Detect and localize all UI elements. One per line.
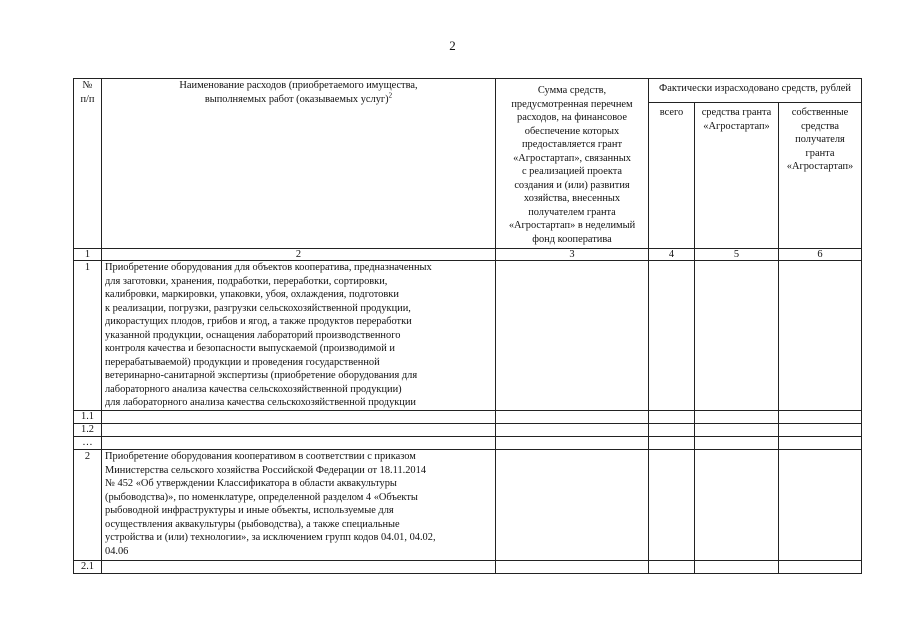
page-number: 2 [449,38,456,53]
row-description [102,424,496,437]
cell-total [649,261,695,411]
header-col-total: всего [649,103,695,249]
cell-grant [695,424,779,437]
footnote-mark: 2 [388,91,393,100]
cell-own [779,450,862,561]
header-col-name-text: Наименование расходов (приобретаемого имущества, выполняемых работ (оказываемых услуг) [179,80,418,105]
row-number: 2.1 [74,561,102,574]
cell-total [649,411,695,424]
row-description [102,561,496,574]
header-col-grant: средства гранта «Агростартап» [695,103,779,249]
row-description [102,437,496,450]
table-row [74,437,862,450]
expenses-table [73,78,862,574]
cell-grant [695,450,779,561]
row-description: Приобретение оборудования кооперативом в соответствии с приказом Министерства сельского хозяйства Российской Федерации от 18.11.2014 № 452 «Об утверждении Классификатора в области аквакультуры (рыбоводства)», по номенклатуре, определенной разделом 4 «Объекты рыбоводной инфраструктуры и иные объекты, используемые для осуществления аквакультуры (рыбоводства), а также специальные устройства и (или) технологии», за исключением групп кодов 04.01, 04.02, 04.06 [102,450,496,561]
row-number: 1.2 [74,424,102,437]
cell-own [779,424,862,437]
table-row [74,561,862,574]
cell-sum [496,437,649,450]
table-row [74,450,862,561]
cell-grant [695,561,779,574]
column-number-row [74,249,862,261]
table-row [74,411,862,424]
cell-grant [695,261,779,411]
cell-sum [496,411,649,424]
cell-sum [496,450,649,561]
column-number: 3 [496,249,649,261]
row-description: Приобретение оборудования для объектов кооператива, предназначенных для заготовки, хранения, подработки, переработки, сортировки, калибровки, маркировки, упаковки, убоя, охлаждения, подготовки к реализации, погрузки, разгрузки сельскохозяйственной продукции, дикорастущих плодов, грибов и ягод, а также продуктов переработки указанной продукции, оснащения лабораторий производственного контроля качества и безопасности выпускаемой (производимой и перерабатываемой) продукции и проведения государственной ветеринарно-санитарной экспертизы (приобретение оборудования для лабораторного анализа качества сельскохозяйственной продукции) для лабораторного анализа качества сельскохозяйственной продукции [102,261,496,411]
column-number: 6 [779,249,862,261]
header-col-own: собственные средства получателя гранта «Агростартап» [779,103,862,249]
cell-own [779,411,862,424]
cell-total [649,437,695,450]
cell-total [649,561,695,574]
cell-grant [695,437,779,450]
header-col-number: № п/п [74,79,102,249]
cell-sum [496,424,649,437]
row-number: 1 [74,261,102,411]
cell-own [779,561,862,574]
cell-grant [695,411,779,424]
table-row [74,424,862,437]
cell-own [779,261,862,411]
cell-sum [496,561,649,574]
row-number: 1.1 [74,411,102,424]
cell-sum [496,261,649,411]
cell-total [649,450,695,561]
row-number: 2 [74,450,102,561]
table-header-row [74,79,862,103]
cell-total [649,424,695,437]
header-group-actual: Фактически израсходовано средств, рублей [649,79,862,103]
column-number: 1 [74,249,102,261]
table-row [74,261,862,411]
column-number: 2 [102,249,496,261]
row-description [102,411,496,424]
cell-own [779,437,862,450]
header-col-name [102,79,496,249]
column-number: 4 [649,249,695,261]
column-number: 5 [695,249,779,261]
row-number: … [74,437,102,450]
header-col-sum: Сумма средств, предусмотренная перечнем расходов, на финансовое обеспечение которых предоставляется грант «Агростартап», связанных с реализацией проекта создания и (или) развития хозяйства, внесенных получателем гранта «Агростартап» в неделимый фонд кооператива [496,79,649,249]
